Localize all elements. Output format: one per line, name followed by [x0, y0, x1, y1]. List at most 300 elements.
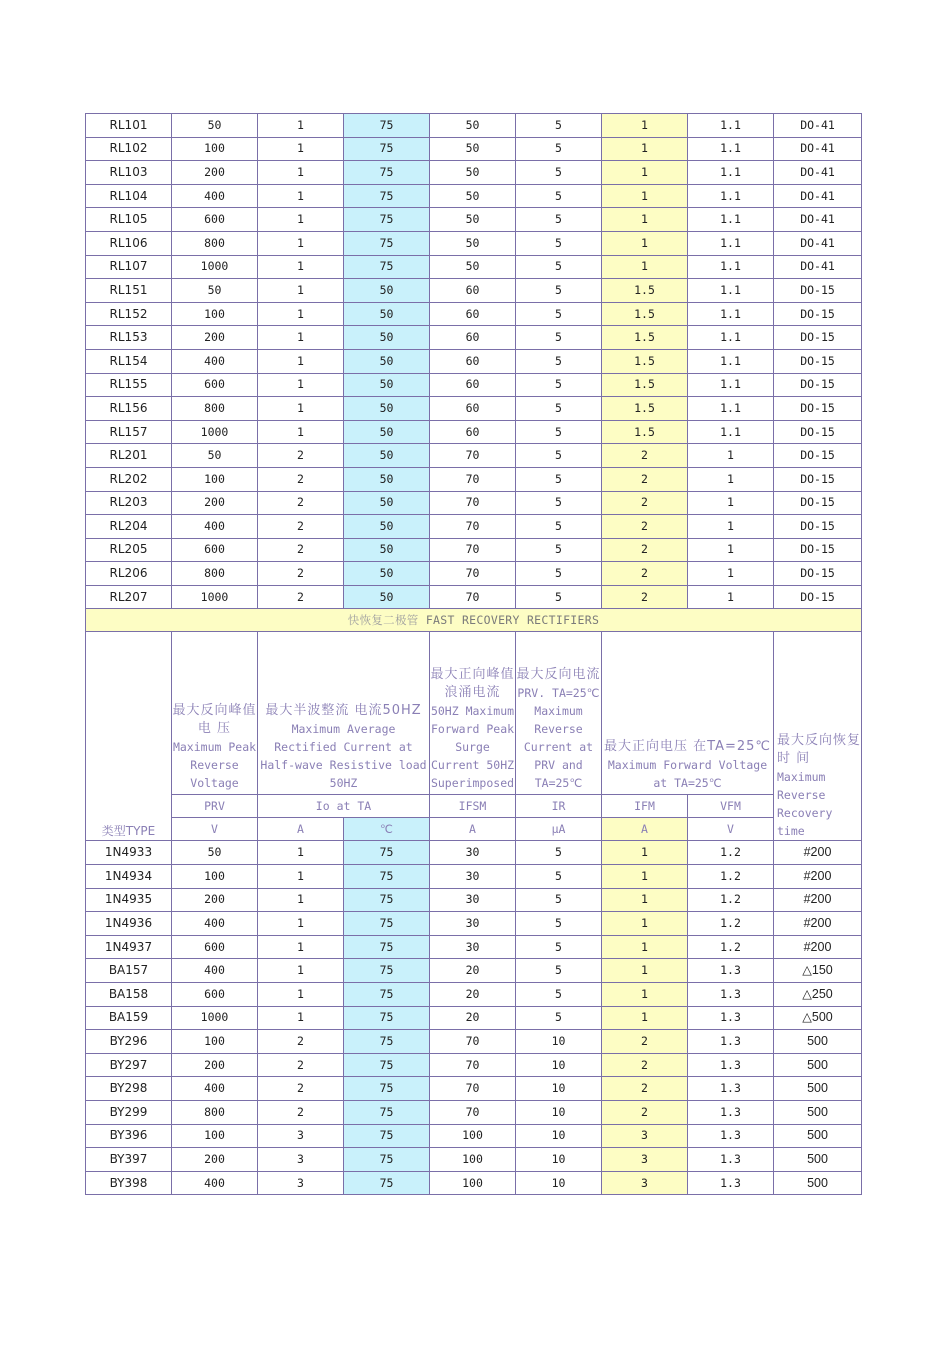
cell-io: 1	[258, 326, 344, 350]
cell-ifm: 1.5	[602, 349, 688, 373]
table-row	[86, 585, 862, 609]
cell-extra: DO-15	[774, 515, 862, 539]
cell-prv: 600	[172, 935, 258, 959]
cell-ifsm: 60	[430, 373, 516, 397]
cell-ta: 50	[344, 515, 430, 539]
cell-ifm: 1	[602, 865, 688, 889]
cell-ifm: 1	[602, 841, 688, 865]
cell-type: RL103	[86, 161, 172, 185]
cell-vfm: 1.1	[688, 326, 774, 350]
cell-ir: 5	[516, 161, 602, 185]
cell-ir: 5	[516, 184, 602, 208]
cell-ta: 75	[344, 137, 430, 161]
cell-extra: DO-15	[774, 585, 862, 609]
cell-ifsm: 30	[430, 841, 516, 865]
cell-ifm: 2	[602, 1077, 688, 1101]
cell-vfm: 1.3	[688, 1171, 774, 1195]
cell-ta: 75	[344, 888, 430, 912]
table-row	[86, 137, 862, 161]
table-row	[86, 491, 862, 515]
cell-ir: 5	[516, 467, 602, 491]
cell-io: 1	[258, 888, 344, 912]
cell-vfm: 1	[688, 444, 774, 468]
cell-ifsm: 60	[430, 326, 516, 350]
cell-ta: 75	[344, 1148, 430, 1172]
cell-ir: 5	[516, 349, 602, 373]
cell-prv: 400	[172, 1171, 258, 1195]
cell-vfm: 1.2	[688, 912, 774, 936]
cell-ir: 5	[516, 279, 602, 303]
cell-prv: 100	[172, 1124, 258, 1148]
cell-prv: 600	[172, 983, 258, 1007]
cell-ifsm: 50	[430, 255, 516, 279]
cell-prv: 200	[172, 161, 258, 185]
cell-ta: 50	[344, 279, 430, 303]
cell-vfm: 1	[688, 562, 774, 586]
table-row	[86, 397, 862, 421]
table-row	[86, 161, 862, 185]
cell-prv: 200	[172, 888, 258, 912]
cell-ifsm: 70	[430, 467, 516, 491]
cell-io: 1	[258, 841, 344, 865]
prv-header-en: Maximum Peak Reverse Voltage	[172, 740, 257, 791]
vf-header-cn: 最大正向电压 在TA=25℃	[604, 739, 771, 755]
section-title	[86, 609, 862, 632]
cell-ir: 10	[516, 1171, 602, 1195]
cell-ifsm: 100	[430, 1148, 516, 1172]
cell-io: 1	[258, 184, 344, 208]
cell-ta: 75	[344, 1101, 430, 1125]
cell-ir: 5	[516, 373, 602, 397]
cell-ir: 5	[516, 515, 602, 539]
cell-extra: △500	[774, 1006, 862, 1030]
cell-ifm: 2	[602, 1053, 688, 1077]
table-row	[86, 1077, 862, 1101]
table-row	[86, 1006, 862, 1030]
cell-type: BA158	[86, 983, 172, 1007]
cell-ifsm: 70	[430, 444, 516, 468]
cell-type: BY398	[86, 1171, 172, 1195]
cell-vfm: 1.3	[688, 1006, 774, 1030]
cell-ta: 75	[344, 1124, 430, 1148]
cell-ta: 50	[344, 467, 430, 491]
cell-extra: DO-41	[774, 114, 862, 138]
cell-io: 2	[258, 562, 344, 586]
cell-ta: 75	[344, 912, 430, 936]
cell-ir: 5	[516, 491, 602, 515]
cell-vfm: 1.1	[688, 420, 774, 444]
cell-ifm: 1	[602, 935, 688, 959]
trr-header-cn: 最大反向恢复 时 间	[777, 733, 862, 767]
cell-ifsm: 20	[430, 959, 516, 983]
cell-io: 2	[258, 491, 344, 515]
io-header	[258, 632, 430, 795]
rectifier-spec-table	[85, 113, 862, 1195]
cell-prv: 800	[172, 562, 258, 586]
cell-ifm: 2	[602, 491, 688, 515]
prv-header	[172, 632, 258, 795]
cell-ta: 75	[344, 865, 430, 889]
cell-vfm: 1.2	[688, 865, 774, 889]
cell-type: RL104	[86, 184, 172, 208]
cell-ta: 50	[344, 585, 430, 609]
cell-type: RL206	[86, 562, 172, 586]
cell-io: 1	[258, 255, 344, 279]
cell-ifm: 1.5	[602, 279, 688, 303]
cell-vfm: 1.3	[688, 1101, 774, 1125]
cell-ir: 10	[516, 1148, 602, 1172]
cell-ifm: 1	[602, 1006, 688, 1030]
table-row	[86, 184, 862, 208]
cell-extra: DO-15	[774, 420, 862, 444]
cell-ta: 50	[344, 538, 430, 562]
table-row	[86, 231, 862, 255]
cell-ta: 75	[344, 983, 430, 1007]
fast-recovery-header	[86, 609, 862, 841]
cell-prv: 100	[172, 137, 258, 161]
cell-vfm: 1.3	[688, 983, 774, 1007]
cell-ifsm: 70	[430, 515, 516, 539]
cell-type: BY297	[86, 1053, 172, 1077]
cell-extra: 500	[774, 1124, 862, 1148]
cell-ir: 5	[516, 208, 602, 232]
cell-ifm: 2	[602, 1101, 688, 1125]
cell-io: 1	[258, 912, 344, 936]
cell-extra: DO-41	[774, 231, 862, 255]
cell-ifm: 1	[602, 255, 688, 279]
cell-vfm: 1.3	[688, 959, 774, 983]
cell-ifm: 1	[602, 959, 688, 983]
cell-vfm: 1	[688, 467, 774, 491]
cell-extra: 500	[774, 1101, 862, 1125]
cell-ta: 75	[344, 255, 430, 279]
cell-vfm: 1.1	[688, 279, 774, 303]
cell-ta: 75	[344, 1006, 430, 1030]
cell-extra: DO-41	[774, 184, 862, 208]
table-row	[86, 538, 862, 562]
cell-ifsm: 100	[430, 1171, 516, 1195]
cell-ifm: 1	[602, 983, 688, 1007]
cell-extra: #200	[774, 865, 862, 889]
cell-extra: DO-15	[774, 349, 862, 373]
cell-ir: 5	[516, 1006, 602, 1030]
table-row	[86, 888, 862, 912]
cell-ifm: 1	[602, 137, 688, 161]
cell-vfm: 1.2	[688, 935, 774, 959]
table-row	[86, 255, 862, 279]
cell-ifsm: 50	[430, 208, 516, 232]
cell-io: 2	[258, 467, 344, 491]
cell-io: 3	[258, 1124, 344, 1148]
cell-prv: 400	[172, 184, 258, 208]
ir-header	[516, 632, 602, 795]
table-row	[86, 302, 862, 326]
cell-ta: 75	[344, 184, 430, 208]
vfm-symbol: VFM	[688, 795, 774, 818]
cell-extra: DO-41	[774, 208, 862, 232]
cell-extra: #200	[774, 888, 862, 912]
cell-io: 2	[258, 1077, 344, 1101]
cell-ir: 5	[516, 137, 602, 161]
cell-vfm: 1	[688, 515, 774, 539]
cell-ifm: 3	[602, 1124, 688, 1148]
cell-ifm: 1.5	[602, 326, 688, 350]
cell-extra: DO-41	[774, 137, 862, 161]
ifsm-symbol: IFSM	[430, 795, 516, 818]
cell-prv: 800	[172, 397, 258, 421]
table-row	[86, 349, 862, 373]
cell-vfm: 1.3	[688, 1053, 774, 1077]
cell-ifsm: 70	[430, 1077, 516, 1101]
cell-type: BY298	[86, 1077, 172, 1101]
cell-extra: #200	[774, 841, 862, 865]
io-header-cn: 最大半波整流 电流50HZ	[265, 703, 422, 719]
cell-ta: 75	[344, 231, 430, 255]
table-row	[86, 515, 862, 539]
cell-ta: 75	[344, 208, 430, 232]
cell-extra: 500	[774, 1148, 862, 1172]
cell-io: 1	[258, 983, 344, 1007]
cell-prv: 400	[172, 1077, 258, 1101]
prv-symbol: PRV	[172, 795, 258, 818]
cell-type: RL201	[86, 444, 172, 468]
cell-io: 1	[258, 959, 344, 983]
ifsm-header	[430, 632, 516, 795]
cell-ifm: 2	[602, 538, 688, 562]
section-title-row	[86, 609, 862, 632]
cell-ir: 5	[516, 912, 602, 936]
cell-extra: DO-15	[774, 302, 862, 326]
cell-ir: 5	[516, 114, 602, 138]
ifsm-header-en: 50HZ Maximum Forward Peak Surge Current 50HZ Superimposed	[430, 704, 515, 791]
cell-ta: 75	[344, 161, 430, 185]
cell-type: RL203	[86, 491, 172, 515]
cell-ir: 10	[516, 1030, 602, 1054]
cell-ifm: 1	[602, 231, 688, 255]
cell-ifsm: 60	[430, 302, 516, 326]
cell-io: 3	[258, 1171, 344, 1195]
cell-vfm: 1.1	[688, 231, 774, 255]
cell-ta: 75	[344, 1053, 430, 1077]
cell-vfm: 1.1	[688, 208, 774, 232]
cell-ta: 50	[344, 397, 430, 421]
cell-ir: 10	[516, 1053, 602, 1077]
trr-header-en: Maximum Reverse Recovery time	[777, 770, 833, 839]
cell-extra: DO-15	[774, 444, 862, 468]
cell-type: RL106	[86, 231, 172, 255]
table-row	[86, 1171, 862, 1195]
cell-extra: DO-15	[774, 326, 862, 350]
cell-io: 2	[258, 585, 344, 609]
table-row	[86, 444, 862, 468]
cell-ifm: 2	[602, 1030, 688, 1054]
cell-ifsm: 20	[430, 1006, 516, 1030]
cell-prv: 200	[172, 1053, 258, 1077]
cell-io: 1	[258, 373, 344, 397]
cell-ifsm: 70	[430, 585, 516, 609]
cell-prv: 600	[172, 208, 258, 232]
cell-ir: 5	[516, 420, 602, 444]
cell-extra: △250	[774, 983, 862, 1007]
cell-prv: 100	[172, 1030, 258, 1054]
ta-unit: ℃	[344, 818, 430, 841]
cell-ir: 5	[516, 397, 602, 421]
cell-ir: 10	[516, 1077, 602, 1101]
cell-io: 2	[258, 1053, 344, 1077]
cell-vfm: 1.1	[688, 397, 774, 421]
cell-io: 2	[258, 444, 344, 468]
table-row	[86, 1101, 862, 1125]
table-row	[86, 912, 862, 936]
cell-vfm: 1	[688, 491, 774, 515]
cell-ir: 5	[516, 562, 602, 586]
cell-type: 1N4934	[86, 865, 172, 889]
cell-ifsm: 30	[430, 935, 516, 959]
cell-prv: 100	[172, 302, 258, 326]
cell-type: BY396	[86, 1124, 172, 1148]
cell-ir: 5	[516, 326, 602, 350]
cell-ta: 75	[344, 114, 430, 138]
table-row	[86, 326, 862, 350]
prv-header-cn: 最大反向峰值 电 压	[172, 703, 257, 737]
cell-type: BA159	[86, 1006, 172, 1030]
cell-vfm: 1.1	[688, 373, 774, 397]
cell-vfm: 1.3	[688, 1077, 774, 1101]
cell-ir: 5	[516, 302, 602, 326]
cell-ifsm: 60	[430, 349, 516, 373]
cell-ta: 50	[344, 373, 430, 397]
cell-ifsm: 60	[430, 279, 516, 303]
standard-rectifier-rows	[86, 114, 862, 609]
cell-type: RL154	[86, 349, 172, 373]
table-row	[86, 841, 862, 865]
cell-type: RL157	[86, 420, 172, 444]
cell-ir: 5	[516, 959, 602, 983]
cell-type: BY397	[86, 1148, 172, 1172]
cell-ifm: 1	[602, 184, 688, 208]
cell-ta: 75	[344, 959, 430, 983]
table-row	[86, 935, 862, 959]
cell-type: RL155	[86, 373, 172, 397]
cell-ifsm: 60	[430, 420, 516, 444]
cell-ifm: 2	[602, 444, 688, 468]
cell-vfm: 1.3	[688, 1148, 774, 1172]
cell-ta: 75	[344, 1171, 430, 1195]
io-header-en: Maximum Average Rectified Current at Half-wave Resistive load 50HZ	[260, 722, 427, 791]
cell-vfm: 1.1	[688, 137, 774, 161]
cell-prv: 800	[172, 1101, 258, 1125]
cell-ifm: 3	[602, 1148, 688, 1172]
cell-vfm: 1.2	[688, 888, 774, 912]
cell-extra: DO-41	[774, 255, 862, 279]
cell-io: 1	[258, 1006, 344, 1030]
cell-vfm: 1.1	[688, 184, 774, 208]
cell-type: RL153	[86, 326, 172, 350]
cell-ifm: 2	[602, 562, 688, 586]
cell-prv: 1000	[172, 255, 258, 279]
cell-prv: 100	[172, 467, 258, 491]
cell-ifsm: 50	[430, 161, 516, 185]
header-unit-row	[86, 818, 862, 841]
vfm-unit: V	[688, 818, 774, 841]
cell-vfm: 1.2	[688, 841, 774, 865]
cell-ifm: 3	[602, 1171, 688, 1195]
cell-ta: 75	[344, 1030, 430, 1054]
cell-prv: 400	[172, 515, 258, 539]
cell-ifsm: 50	[430, 137, 516, 161]
cell-type: BY299	[86, 1101, 172, 1125]
cell-ta: 50	[344, 420, 430, 444]
cell-ifsm: 100	[430, 1124, 516, 1148]
cell-ir: 10	[516, 1101, 602, 1125]
cell-io: 2	[258, 515, 344, 539]
cell-vfm: 1	[688, 585, 774, 609]
ifsm-header-cn: 最大正向峰值 浪涌电流	[430, 667, 515, 701]
ir-header-en: PRV. TA=25℃ Maximum Reverse Current at PRV and TA=25℃	[517, 686, 600, 791]
cell-ifsm: 70	[430, 491, 516, 515]
cell-extra: #200	[774, 935, 862, 959]
table-row	[86, 208, 862, 232]
cell-ir: 5	[516, 888, 602, 912]
table-row	[86, 865, 862, 889]
cell-prv: 400	[172, 912, 258, 936]
cell-prv: 800	[172, 231, 258, 255]
table-row	[86, 1030, 862, 1054]
cell-type: RL101	[86, 114, 172, 138]
cell-ifsm: 30	[430, 865, 516, 889]
cell-type: RL204	[86, 515, 172, 539]
cell-prv: 600	[172, 373, 258, 397]
io-unit: A	[258, 818, 344, 841]
cell-ifsm: 30	[430, 912, 516, 936]
cell-type: 1N4933	[86, 841, 172, 865]
cell-ifsm: 70	[430, 538, 516, 562]
cell-io: 1	[258, 114, 344, 138]
table-row	[86, 373, 862, 397]
cell-ifm: 1	[602, 114, 688, 138]
cell-type: RL207	[86, 585, 172, 609]
cell-ifsm: 60	[430, 397, 516, 421]
cell-vfm: 1.1	[688, 114, 774, 138]
cell-io: 1	[258, 935, 344, 959]
cell-ta: 50	[344, 302, 430, 326]
cell-prv: 50	[172, 841, 258, 865]
cell-prv: 50	[172, 114, 258, 138]
cell-type: 1N4935	[86, 888, 172, 912]
cell-type: RL205	[86, 538, 172, 562]
vf-header	[602, 632, 774, 795]
cell-type: BY296	[86, 1030, 172, 1054]
cell-ifsm: 20	[430, 983, 516, 1007]
table-row	[86, 114, 862, 138]
cell-ifsm: 50	[430, 184, 516, 208]
cell-vfm: 1.1	[688, 255, 774, 279]
cell-io: 2	[258, 1030, 344, 1054]
cell-io: 1	[258, 420, 344, 444]
cell-ir: 5	[516, 444, 602, 468]
cell-extra: 500	[774, 1030, 862, 1054]
cell-ir: 5	[516, 935, 602, 959]
cell-type: BA157	[86, 959, 172, 983]
ir-header-cn: 最大反向电流	[516, 667, 601, 683]
type-header: 类型TYPE	[86, 632, 172, 841]
cell-ta: 75	[344, 1077, 430, 1101]
cell-type: RL151	[86, 279, 172, 303]
cell-extra: 500	[774, 1077, 862, 1101]
cell-ir: 5	[516, 983, 602, 1007]
table-row	[86, 467, 862, 491]
cell-vfm: 1.3	[688, 1030, 774, 1054]
